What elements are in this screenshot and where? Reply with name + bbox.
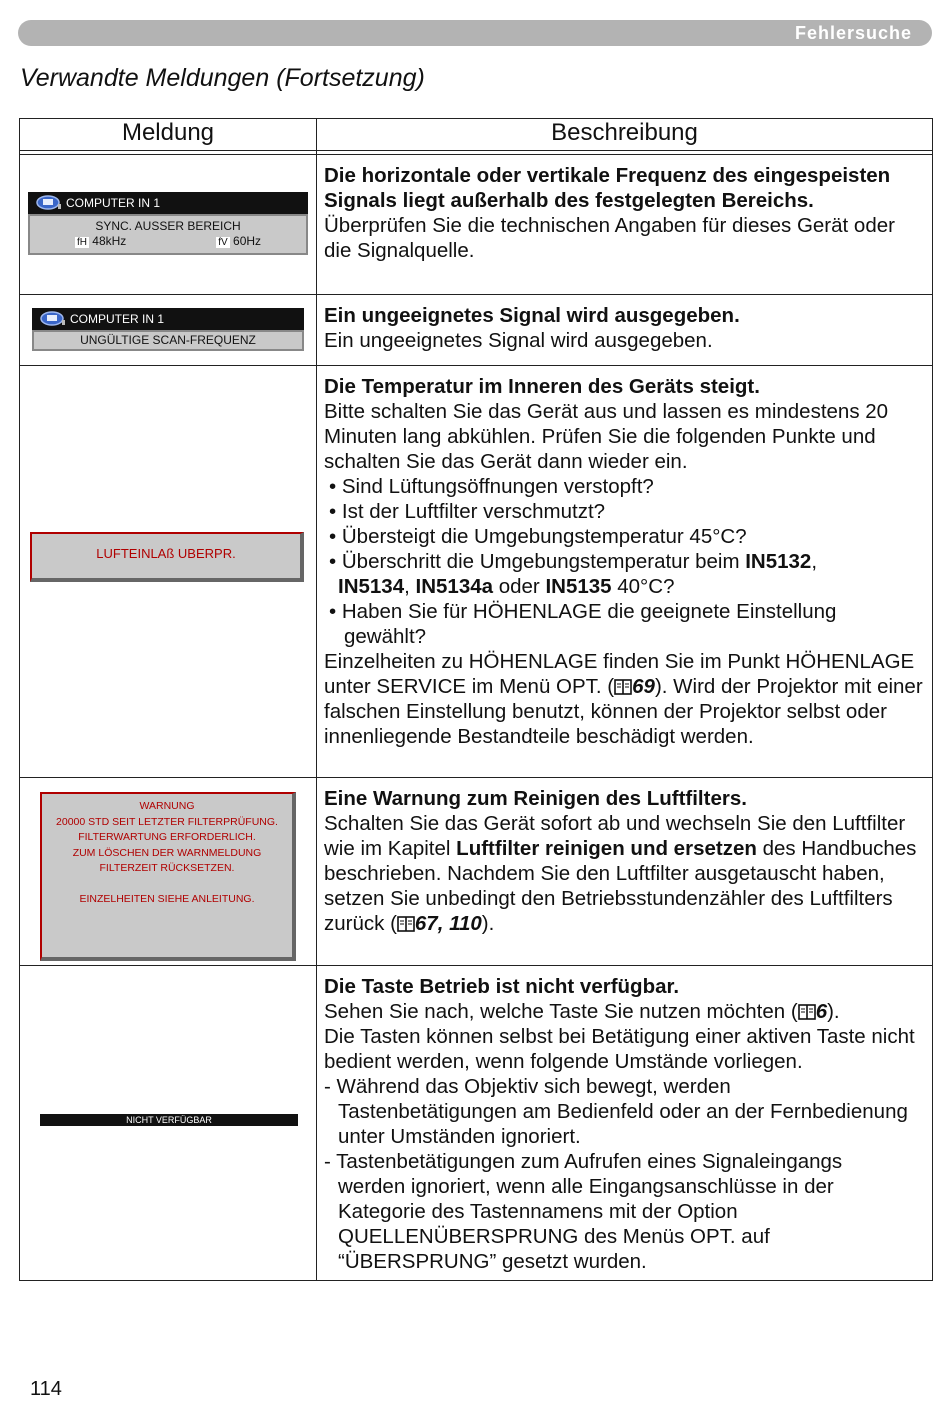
table-row [20,366,933,778]
page-number: 114 [30,1378,62,1400]
column-header-description: Beschreibung [317,119,933,151]
condition-item: - Tastenbetätigungen zum Aufrufen eines Signaleingangs [324,1150,843,1173]
osd-sync-out-of-range [28,192,308,255]
description-text: Die Tasten können selbst bei Betätigung einer aktiven Taste nicht bedient werden, wenn folgende Umstände vorliegen. [324,1025,915,1073]
description-text: Überprüfen Sie die technischen Angaben für dieses Gerät oder die Signalquelle. [324,214,895,262]
fv-value: 60Hz [233,234,262,248]
condition-item-continuation: Tastenbetätigungen am Bedienfeld oder an der Fernbedienung unter Umständen ignoriert. [338,1100,908,1148]
description-text: Schalten Sie das Gerät sofort ab und wechseln Sie den Luftfilter wie im Kapitel Luftfilter reinigen und ersetzen des Handbuches beschrieben. Nachdem Sie den Luftfilter ausgetauscht haben, setzen Sie unbedingt den Betriebsstundenzähler des Luftfilters zurück ( 67, 110). [324,812,917,935]
check-item: • Übersteigt die Umgebungstemperatur 45°C? [329,525,747,548]
osd-message: UNGÜLTIGE SCAN-FREQUENZ [32,330,304,351]
description-heading: Die Taste Betrieb ist nicht verfügbar. [324,975,680,998]
check-item-continuation: gewählt? [344,625,427,648]
message-cell [20,366,317,778]
description-text: Bitte schalten Sie das Gerät aus und lassen es mindestens 20 Minuten lang abkühlen. Prüfen Sie die folgenden Punkte und schalten Sie das Gerät dann wieder ein. [324,400,889,473]
osd-not-available: NICHT VERFÜGBAR [40,1114,298,1126]
book-reference-icon [614,679,632,695]
description-cell [317,778,933,966]
osd-source-label: COMPUTER IN 1 [70,312,165,326]
osd-air-intake-warning: LUFTEINLAß UBERPR. [30,532,304,582]
description-heading: Eine Warnung zum Reinigen des Luftfilters. [324,787,747,810]
check-item: • Haben Sie für HÖHENLAGE die geeignete Einstellung [329,600,837,623]
page-reference-link[interactable]: 67, 110 [414,912,482,935]
table-row [20,778,933,966]
page-reference-link[interactable]: 6 [815,1000,828,1023]
check-item: • Sind Lüftungsöffnungen verstopft? [329,475,654,498]
osd-filter-warning: WARNUNG 20000 STD SEIT LETZTER FILTERPRÜFUNG. FILTERWARTUNG ERFORDERLICH. ZUM LÖSCHEN DER WARNMELDUNG FILTERZEIT RÜCKSETZEN. EINZELHEITEN SIEHE ANLEITUNG. [40,792,296,961]
table-header-row [20,119,933,151]
description-text: Ein ungeeignetes Signal wird ausgegeben. [324,329,713,352]
section-label: Fehlersuche [794,23,912,43]
message-cell [20,966,317,1281]
messages-table [19,118,933,1281]
page-reference-link[interactable]: 69 [632,675,655,698]
osd-invalid-scan-frequency [32,308,304,351]
message-cell [20,778,317,966]
message-cell [20,295,317,366]
description-heading: Die Temperatur im Inneren des Geräts steigt. [324,375,760,398]
description-cell [317,295,933,366]
book-reference-icon [798,1004,816,1020]
check-item: • Überschritt die Umgebungstemperatur beim IN5132, IN5134, IN5134a oder IN5135 40°C? [329,550,818,598]
osd-message: SYNC. AUSSER BEREICH [95,219,241,233]
description-text: Einzelheiten zu HÖHENLAGE finden Sie im Punkt HÖHENLAGE unter SERVICE im Menü OPT. ( 69). Wird der Projektor mit einer falschen Einstellung benutzt, können der Projektor selbst oder innenliegende Bestandteile beschädigt werden. [324,650,923,748]
computer-input-icon [40,311,66,326]
description-cell [317,155,933,295]
table-row [20,155,933,295]
table-row [20,966,933,1281]
check-item: • Ist der Luftfilter verschmutzt? [329,500,606,523]
fh-value: 48kHz [92,234,127,248]
table-row [20,295,933,366]
description-cell [317,366,933,778]
description-text: Sehen Sie nach, welche Taste Sie nutzen möchten ( 6). [324,1000,840,1023]
column-header-message: Meldung [20,119,317,151]
condition-item-continuation: werden ignoriert, wenn alle Eingangsanschlüsse in der Kategorie des Tastennamens mit der Option QUELLENÜBERSPRUNG des Menüs OPT. auf “ÜBERSPRUNG” gesetzt wurden. [338,1175,834,1273]
description-heading: Ein ungeeignetes Signal wird ausgegeben. [324,304,740,327]
description-cell [317,966,933,1281]
description-heading: Die horizontale oder vertikale Frequenz des eingespeisten Signals liegt außerhalb des festgelegten Bereichs. [324,164,891,212]
fv-label: fV [218,237,228,248]
page-title: Verwandte Meldungen (Fortsetzung) [20,64,425,92]
message-cell [20,155,317,295]
fh-label: fH [76,237,87,248]
osd-source-label: COMPUTER IN 1 [66,196,161,210]
header-bar [18,20,932,46]
book-reference-icon [397,916,415,932]
condition-item: - Während das Objektiv sich bewegt, werden [324,1075,731,1098]
computer-input-icon [36,195,62,210]
